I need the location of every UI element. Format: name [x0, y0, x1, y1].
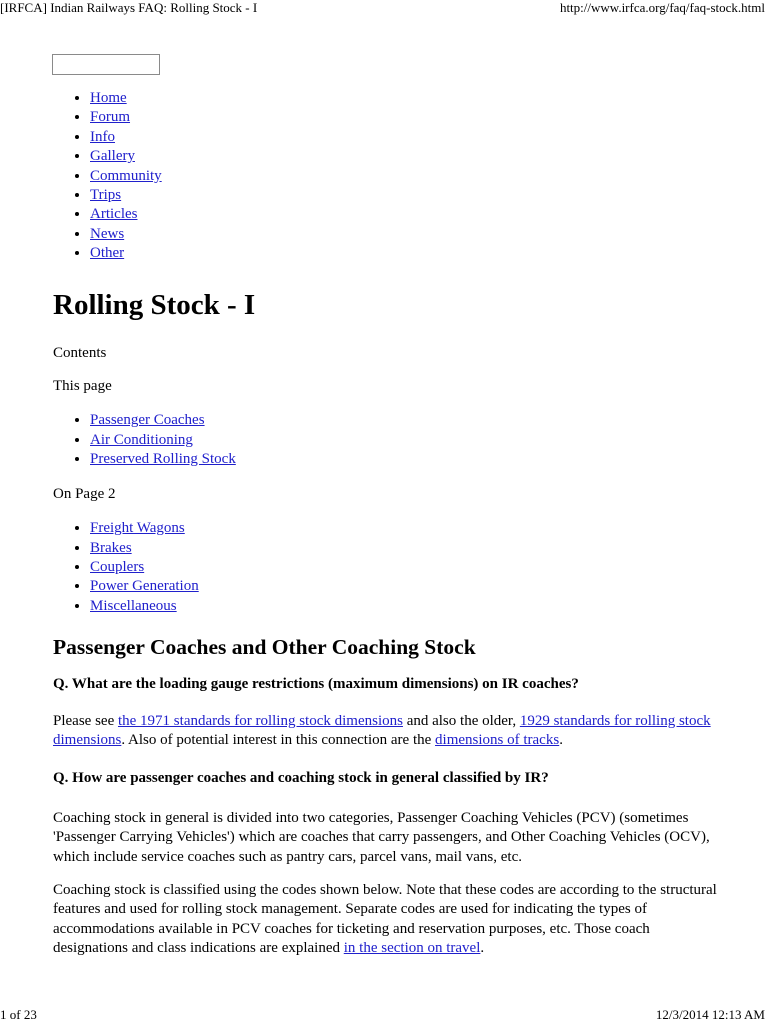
print-header-title: [IRFCA] Indian Railways FAQ: Rolling Stock - I	[0, 0, 258, 15]
nav-link-articles[interactable]: Articles	[90, 206, 138, 223]
link-track-dimensions[interactable]: dimensions of tracks	[435, 731, 560, 748]
answer-text: and also the older,	[402, 712, 520, 729]
this-page-label: This page	[53, 378, 112, 395]
answer-text: . Also of potential interest in this connection are the	[121, 731, 436, 748]
answer-text: .	[480, 940, 485, 957]
toc-link-preserved-rolling-stock[interactable]: Preserved Rolling Stock	[90, 451, 236, 468]
toc-link-brakes[interactable]: Brakes	[90, 539, 132, 556]
nav-item-home	[90, 89, 723, 108]
toc-link-freight-wagons[interactable]: Freight Wagons	[90, 520, 185, 537]
on-page2-label: On Page 2	[53, 485, 116, 502]
nav-item-gallery	[90, 147, 723, 166]
toc-item	[90, 450, 723, 469]
print-footer-datetime: 12/3/2014 12:13 AM	[655, 1007, 765, 1022]
this-page-toc	[53, 411, 723, 469]
nav-item-other	[90, 244, 723, 263]
toc-item	[90, 597, 723, 616]
page2-toc	[53, 519, 723, 616]
print-header-url: http://www.irfca.org/faq/faq-stock.html	[559, 0, 765, 15]
search-input[interactable]	[52, 54, 160, 75]
answer-coach-categories: Coaching stock in general is divided into two categories, Passenger Coaching Vehicles (PCV) (sometimes 'Passenger Carrying Vehicles') which are coaches that carry passengers, and Other Coaching Vehicles (OCV), which include service coaches such as pantry cars, parcel vans, mail vans, etc.	[53, 809, 710, 865]
nav-link-other[interactable]: Other	[90, 245, 125, 262]
nav-link-home[interactable]: Home	[90, 90, 127, 106]
nav-item-news	[90, 225, 723, 244]
nav-item-community	[90, 167, 723, 186]
section-heading: Passenger Coaches and Other Coaching Stock	[53, 635, 476, 660]
nav-link-forum[interactable]: Forum	[90, 109, 131, 126]
link-1971-standards[interactable]: the 1971 standards for rolling stock dimensions	[117, 712, 403, 729]
toc-item	[90, 539, 723, 558]
nav-item-forum	[90, 108, 723, 127]
answer-text: Coaching stock is classified using the codes shown below. Note that these codes are according to the structural features and used for rolling stock management. Separate codes are used for indicating the types of accommodations available in PCV coaches for ticketing and reservation purposes, etc. Those coach designations and class indications are explained	[53, 881, 717, 957]
toc-item	[90, 431, 723, 450]
answer-coach-codes	[53, 881, 723, 959]
nav-link-gallery[interactable]: Gallery	[90, 148, 135, 165]
toc-item	[90, 411, 723, 430]
toc-link-miscellaneous[interactable]: Miscellaneous	[90, 597, 177, 614]
nav-item-trips	[90, 186, 723, 205]
nav-link-community[interactable]: Community	[90, 167, 162, 184]
page-content	[53, 89, 723, 959]
nav-link-news[interactable]: News	[90, 225, 125, 242]
toc-link-couplers[interactable]: Couplers	[90, 558, 145, 575]
print-footer-page: 1 of 23	[0, 1007, 37, 1022]
nav-item-info	[90, 128, 723, 147]
toc-link-passenger-coaches[interactable]: Passenger Coaches	[90, 412, 205, 429]
answer-text: Please see	[53, 712, 118, 729]
toc-link-air-conditioning[interactable]: Air Conditioning	[90, 431, 193, 448]
question-loading-gauge: Q. What are the loading gauge restrictions (maximum dimensions) on IR coaches?	[53, 676, 579, 693]
main-nav	[53, 89, 723, 264]
page-title: Rolling Stock - I	[53, 288, 256, 321]
toc-link-power-generation[interactable]: Power Generation	[90, 578, 199, 595]
answer-loading-gauge	[53, 712, 723, 751]
question-coach-classification: Q. How are passenger coaches and coaching stock in general classified by IR?	[53, 770, 549, 787]
nav-link-info[interactable]: Info	[90, 128, 115, 145]
toc-item	[90, 577, 723, 596]
contents-label: Contents	[53, 344, 107, 361]
answer-text: .	[559, 731, 563, 748]
toc-item	[90, 519, 723, 538]
nav-item-articles	[90, 205, 723, 224]
nav-link-trips[interactable]: Trips	[90, 187, 122, 204]
link-travel-section[interactable]: in the section on travel	[343, 940, 481, 957]
link-1929-standards[interactable]: 1929 standards for rolling stock dimensions	[53, 712, 711, 748]
toc-item	[90, 558, 723, 577]
